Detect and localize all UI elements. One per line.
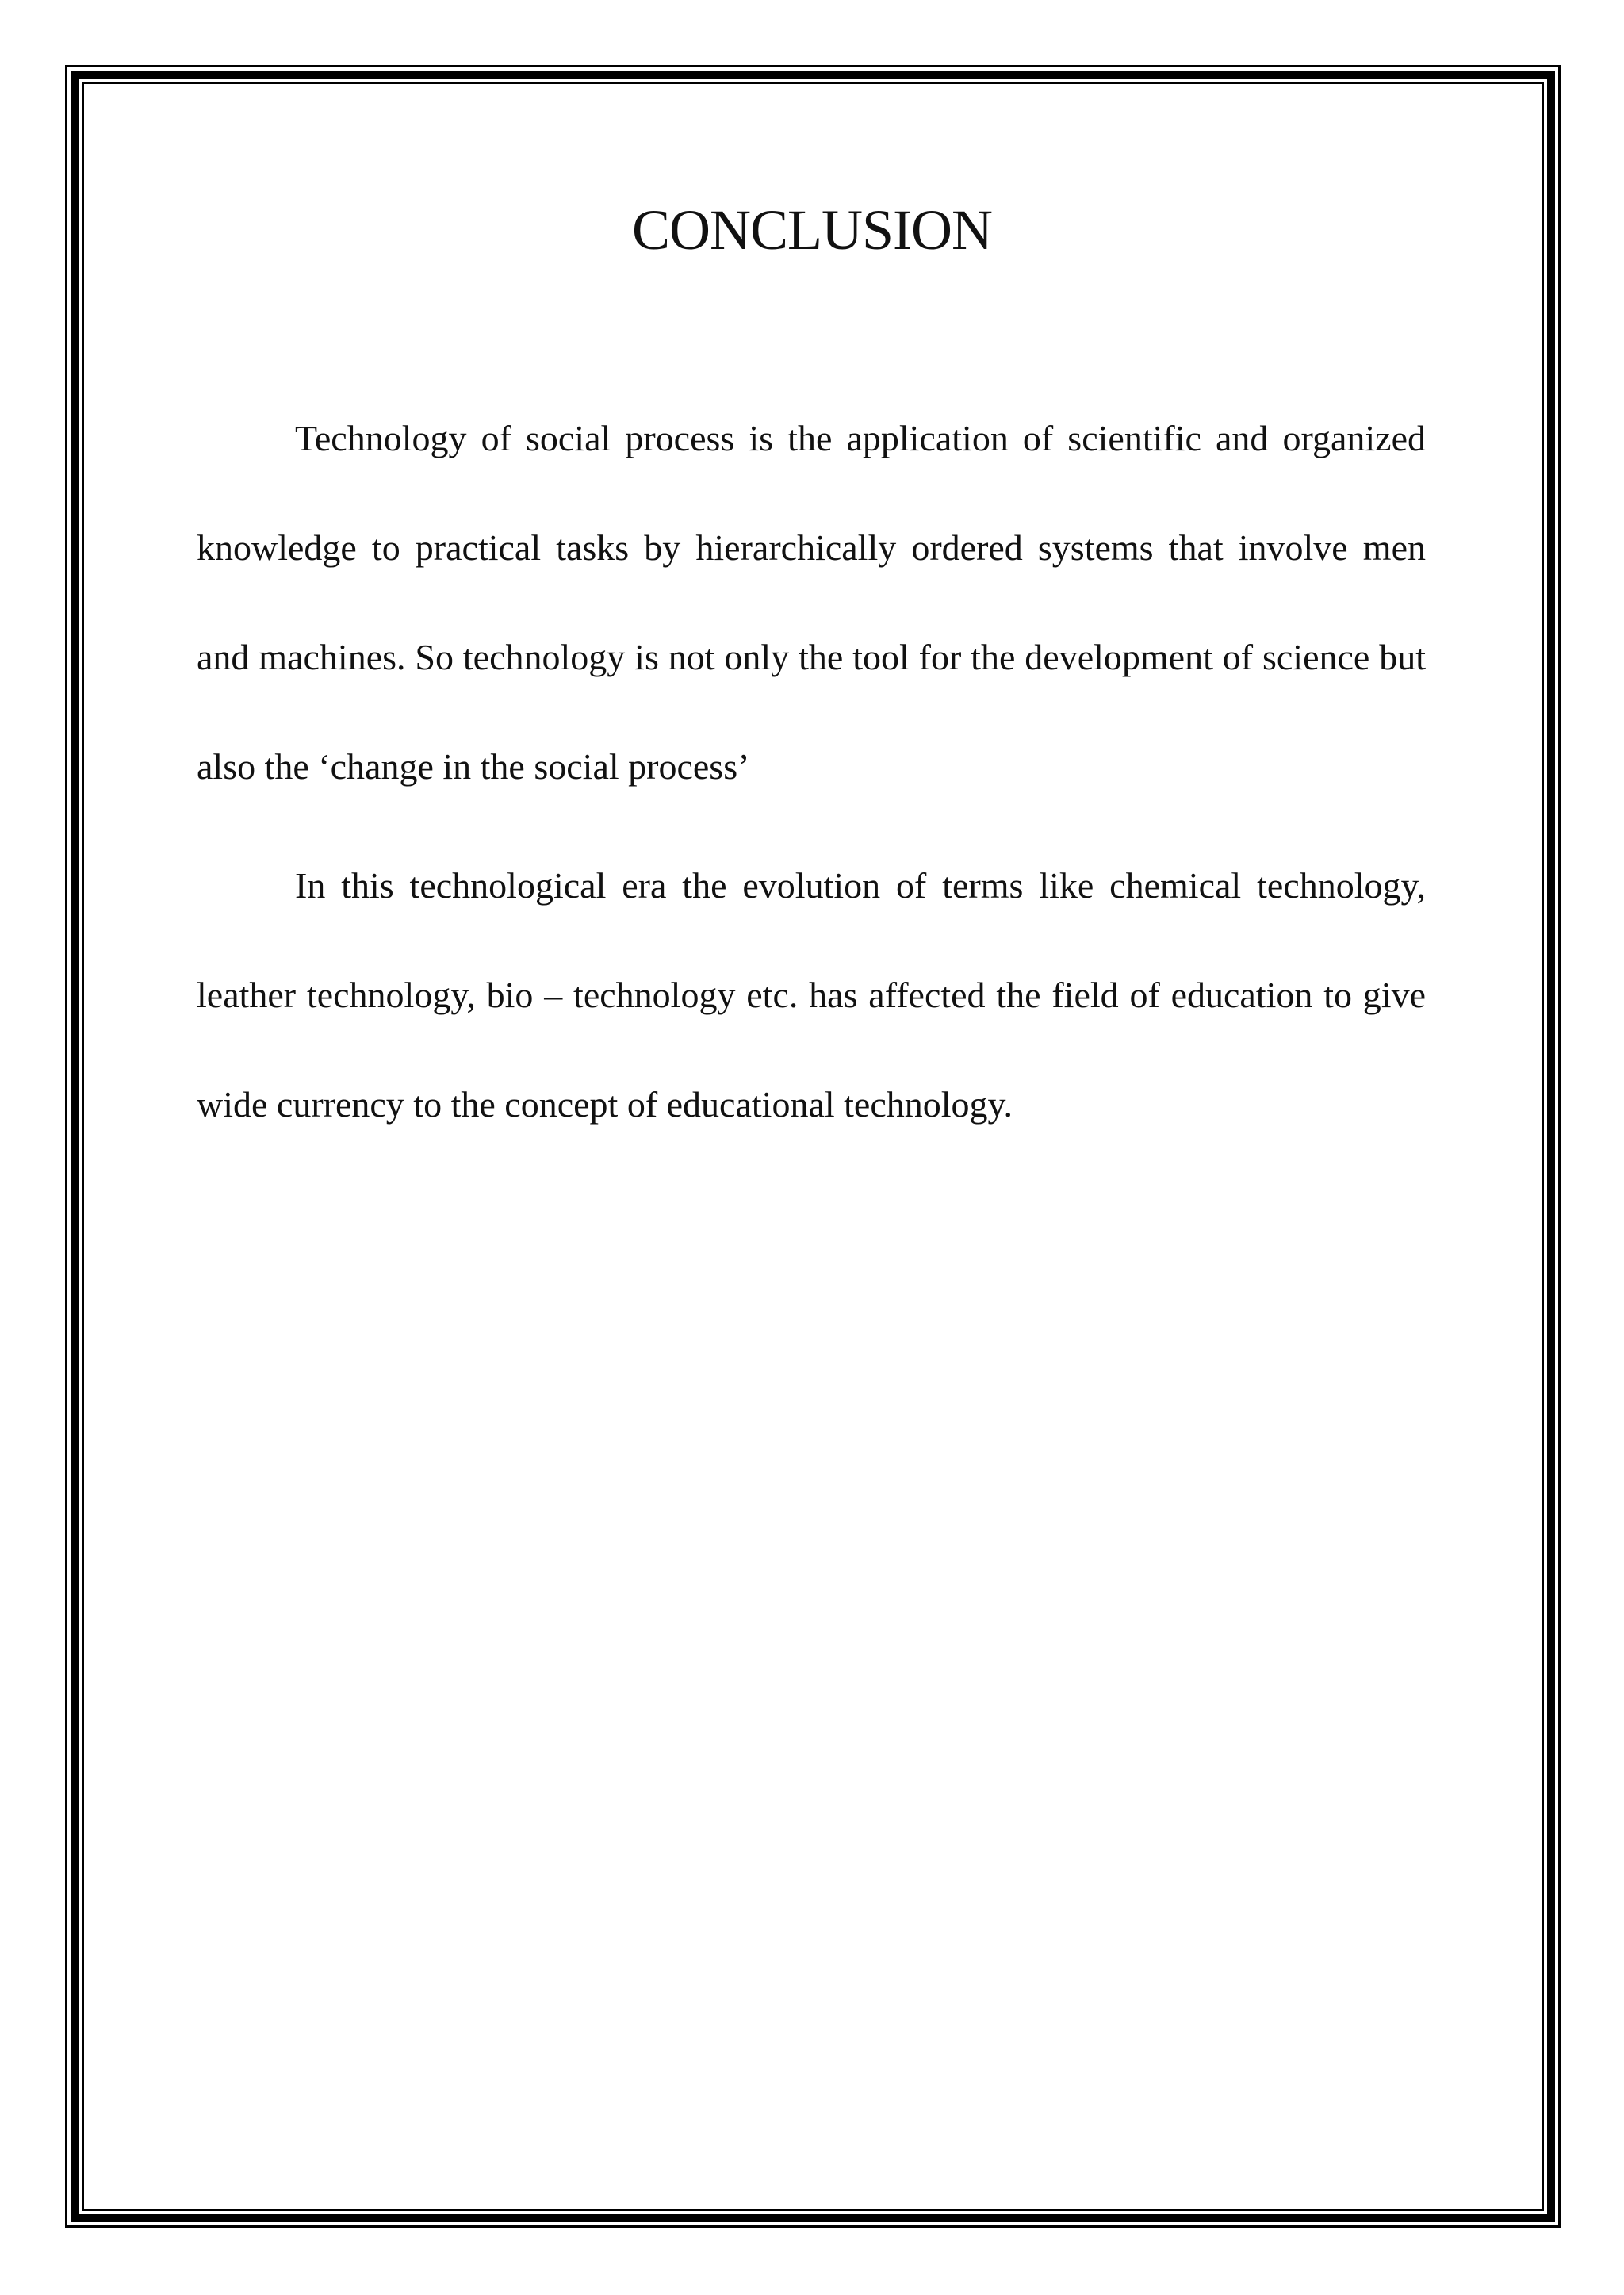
body-text bbox=[197, 384, 1426, 1159]
paragraph-1: Technology of social process is the application of scientific and organized knowledge to practical tasks by hierarchically ordered systems that involve men and machines. So technology is not only the tool for the development of science but also the ‘change in the social process’ bbox=[197, 418, 1426, 787]
page-title: CONCLUSION bbox=[631, 198, 993, 262]
paragraph-2: In this technological era the evolution of terms like chemical technology, leather technology, bio – technology etc. has affected the field of education to give wide currency to the concept of educational technology. bbox=[197, 865, 1426, 1125]
